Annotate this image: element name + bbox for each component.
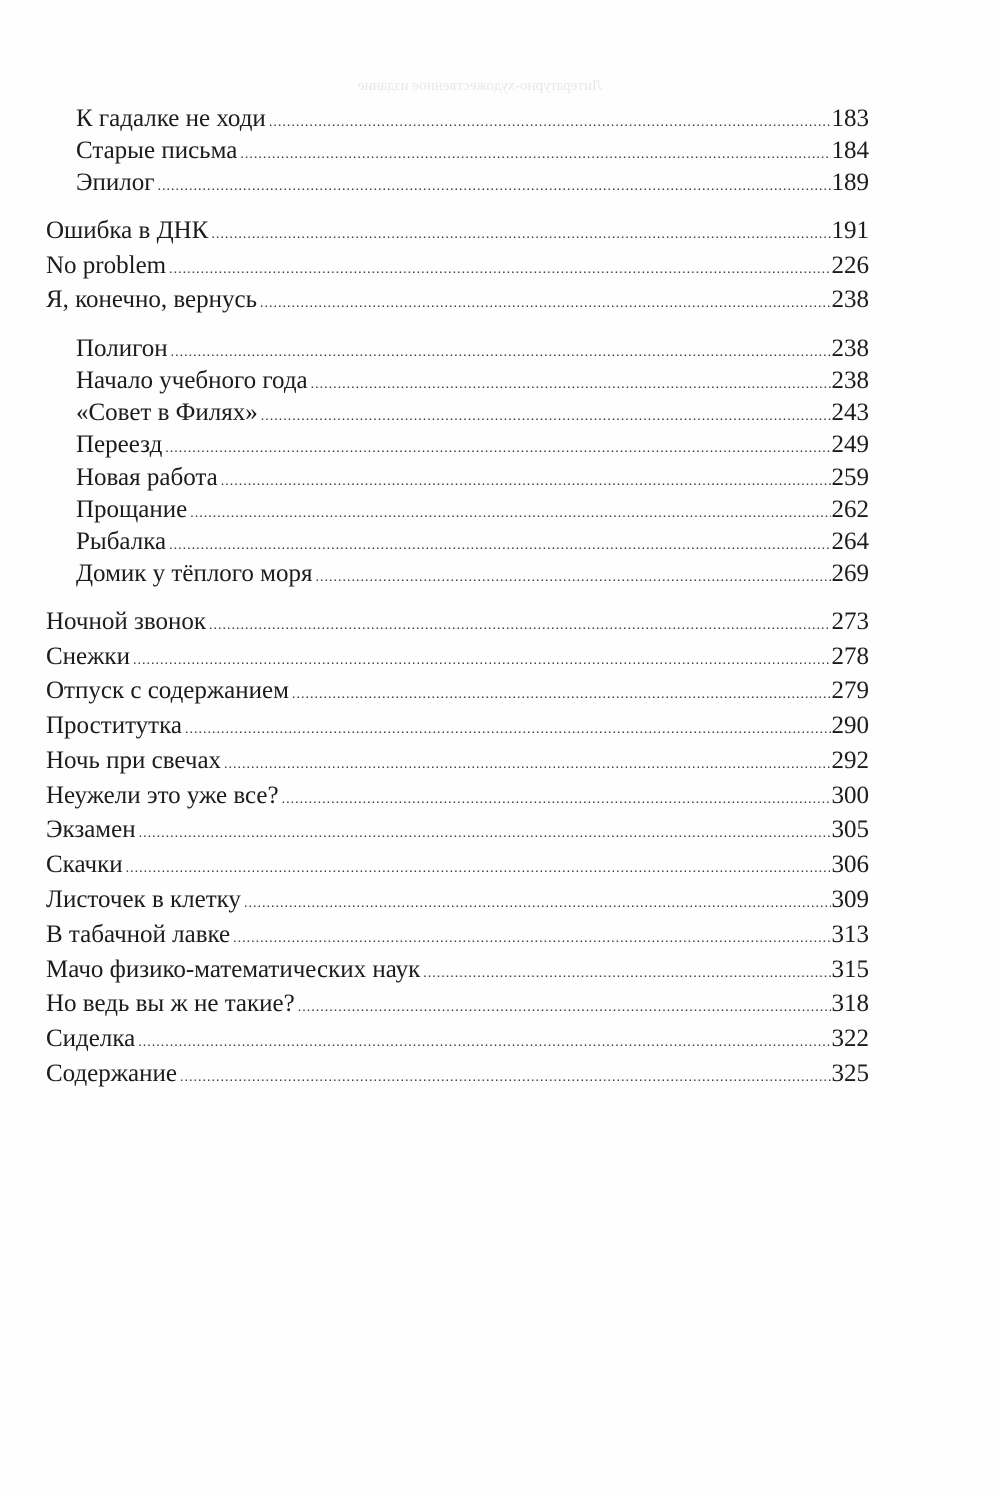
dot-leader	[138, 1028, 830, 1058]
dot-leader	[244, 889, 831, 919]
toc-entry-page-number: 249	[831, 431, 869, 458]
dot-leader	[233, 924, 830, 954]
toc-entry-page-number: 315	[831, 956, 869, 983]
dot-leader	[224, 750, 830, 780]
toc-entry-title: Домик у тёплого моря	[76, 560, 313, 587]
toc-subentry	[76, 168, 869, 198]
toc-entry-title: Сиделка	[46, 1025, 136, 1052]
toc-entry-title: Мачо физико-математических наук	[46, 956, 421, 983]
dot-leader	[190, 499, 830, 529]
toc-entry-page-number: 184	[831, 137, 869, 164]
toc-entry-title: Новая работа	[76, 464, 218, 491]
toc-entry-title: Полигон	[76, 335, 168, 362]
toc-entry-page-number: 238	[831, 286, 869, 313]
toc-subentry	[76, 495, 869, 525]
toc-entry	[46, 746, 869, 776]
toc-entry-page-number: 279	[831, 677, 869, 704]
dot-leader	[261, 402, 831, 432]
dot-leader	[139, 819, 831, 849]
toc-entry-page-number: 300	[831, 782, 869, 809]
toc-entry-page-number: 189	[831, 169, 869, 196]
dot-leader	[316, 563, 831, 593]
toc-subentry	[76, 398, 869, 428]
toc-entry-page-number: 191	[831, 217, 869, 244]
toc-entry-title: Ночь при свечах	[46, 747, 222, 774]
toc-entry-title: Эпилог	[76, 169, 155, 196]
dot-leader	[240, 140, 830, 170]
toc-entry-page-number: 290	[831, 712, 869, 739]
dot-leader	[269, 108, 831, 138]
toc-entry-title: Скачки	[46, 851, 123, 878]
dot-leader	[169, 531, 830, 561]
toc-entry-title: В табачной лавке	[46, 921, 231, 948]
toc-entry-title: Неужели это уже все?	[46, 782, 279, 809]
toc-entry-page-number: 273	[831, 608, 869, 635]
toc-subentry	[76, 559, 869, 589]
toc-entry-title: «Совет в Филях»	[76, 399, 258, 426]
dot-leader	[423, 959, 830, 989]
toc-entry-page-number: 325	[831, 1060, 869, 1087]
dot-leader	[126, 854, 831, 884]
dot-leader	[171, 338, 831, 368]
toc-entry-page-number: 238	[831, 367, 869, 394]
dot-leader	[209, 611, 830, 641]
toc-entry-title: Я, конечно, вернусь	[46, 286, 257, 313]
toc-entry	[46, 216, 869, 246]
toc-entry-page-number: 264	[831, 528, 869, 555]
dot-leader	[311, 370, 831, 400]
toc-entry-title: Отпуск с содержанием	[46, 677, 289, 704]
toc-entry-page-number: 243	[831, 399, 869, 426]
toc-entry-page-number: 183	[831, 105, 869, 132]
toc-entry-page-number: 262	[831, 496, 869, 523]
toc-subentry	[76, 430, 869, 460]
toc-entry-title: No problem	[46, 252, 167, 279]
toc-entry-title: Переезд	[76, 431, 163, 458]
toc-entry-title: Листочек в клетку	[46, 886, 241, 913]
toc-subentry	[76, 527, 869, 557]
show-through-text: Литературно-художественное издание	[357, 78, 603, 94]
toc-entry-title: Рыбалка	[76, 528, 167, 555]
toc-subentry	[76, 104, 869, 134]
toc-entry	[46, 1024, 869, 1054]
dot-leader	[260, 289, 831, 319]
toc-entry-page-number: 318	[831, 990, 869, 1017]
toc-entry-title: К гадалке не ходи	[76, 105, 266, 132]
dot-leader	[133, 646, 831, 676]
toc-entry-title: Ночной звонок	[46, 608, 207, 635]
toc-entry	[46, 642, 869, 672]
toc-entry-page-number: 313	[831, 921, 869, 948]
dot-leader	[165, 434, 830, 464]
toc-entry-page-number: 322	[831, 1025, 869, 1052]
toc-entry-title: Снежки	[46, 643, 130, 670]
toc-entry-page-number: 278	[831, 643, 869, 670]
toc-entry	[46, 850, 869, 880]
toc-entry	[46, 285, 869, 315]
toc-entry-page-number: 305	[831, 816, 869, 843]
toc-entry	[46, 251, 869, 281]
toc-subentry	[76, 136, 869, 166]
toc-entry	[46, 676, 869, 706]
toc-subentry	[76, 366, 869, 396]
toc-entry	[46, 781, 869, 811]
dot-leader	[158, 172, 831, 202]
toc-entry	[46, 920, 869, 950]
toc-entry-title: Прощание	[76, 496, 188, 523]
toc-subentry	[76, 463, 869, 493]
toc-entry	[46, 989, 869, 1019]
toc-entry-title: Ошибка в ДНК	[46, 217, 209, 244]
toc-entry	[46, 955, 869, 985]
toc-entry-title: Старые письма	[76, 137, 238, 164]
dot-leader	[211, 220, 830, 250]
toc-entry	[46, 885, 869, 915]
toc-entry-page-number: 226	[831, 252, 869, 279]
toc-entry-title: Начало учебного года	[76, 367, 308, 394]
toc-entry-page-number: 306	[831, 851, 869, 878]
dot-leader	[169, 255, 830, 285]
dot-leader	[298, 993, 831, 1023]
dot-leader	[221, 467, 831, 497]
toc-entry	[46, 607, 869, 637]
toc-entry-page-number: 309	[831, 886, 869, 913]
toc-entry-page-number: 259	[831, 464, 869, 491]
toc-subentry	[76, 334, 869, 364]
toc-entry	[46, 815, 869, 845]
toc-entry	[46, 1059, 869, 1089]
dot-leader	[180, 1063, 831, 1093]
toc-entry-title: Содержание	[46, 1060, 177, 1087]
toc-entry-title: Экзамен	[46, 816, 136, 843]
toc-entry	[46, 711, 869, 741]
toc-entry-page-number: 238	[831, 335, 869, 362]
toc-entry-page-number: 292	[831, 747, 869, 774]
toc-entry-page-number: 269	[831, 560, 869, 587]
dot-leader	[185, 715, 831, 745]
dot-leader	[292, 680, 831, 710]
toc-entry-title: Но ведь вы ж не такие?	[46, 990, 295, 1017]
toc-entry-title: Проститутка	[46, 712, 182, 739]
dot-leader	[282, 785, 831, 815]
